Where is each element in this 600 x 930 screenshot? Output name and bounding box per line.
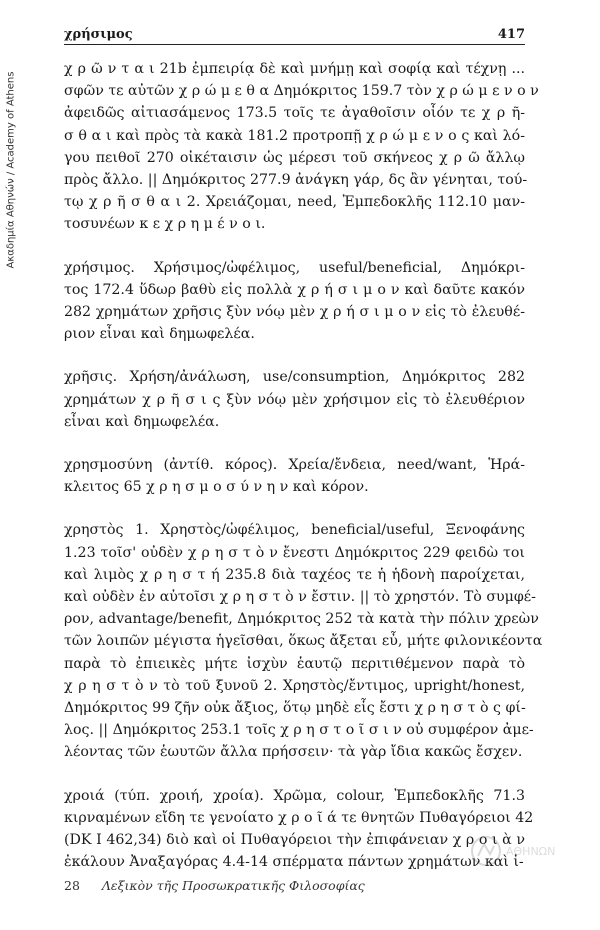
side-watermark-text: Ακαδημία Αθηνών / Academy of Athens (5, 71, 17, 269)
header-page-number: 417 (497, 27, 525, 42)
entry-line: Δημόκριτος 99 ζῆν οὐκ ἄξιος, ὅτῳ μηδὲ εἷς ἔστι χ ρ η σ τ ὸ ς φί- (64, 700, 526, 717)
entry-line: ἀφειδῶς αἰτιασάμενος 173.5 τοῖς τε ἀγαθοῖσιν οἷόν τε χ ρ ῆ- (64, 105, 525, 122)
entry-line: τῳ χ ρ ῆ σ θ α ι 2. Χρειάζομαι, need, Ἐμπεδοκλῆς 112.10 μαν- (64, 194, 525, 211)
entry-line: πρὸς ἄλλο. || Δημόκριτος 277.9 ἀνάγκη γάρ, δς ἂν γένηται, τού- (64, 172, 528, 189)
stamp-text: ΑΘΗΝΩΝ (506, 845, 556, 858)
entry-line: καὶ λιμὸς χ ρ η σ τ ή 235.8 διὰ ταχέος τε ἡ ἡδονὴ παροίχεται, (64, 566, 525, 583)
dictionary-entry (64, 519, 543, 763)
entry-line: λέοντας τῶν ἑωυτῶν ἄλλα πρήσσειν· τὰ γὰρ ἴδια κακῶς ἔσχεν. (64, 744, 523, 761)
footer-book-title: Λεξικὸν τῆς Προσωκρατικῆς Φιλοσοφίας (101, 878, 365, 893)
entry-line: λος. || Δημόκριτος 253.1 τοῖς χ ρ η σ τ ο ῖ σ ι ν οὐ συμφέρον ἀμε- (64, 722, 534, 739)
entry-line: τος 172.4 ὕδωρ βαθὺ εἰς πολλὰ χ ρ ή σ ι μ ο ν καὶ δαῦτε κακόν (64, 281, 525, 298)
entry-line: σ θ α ι καὶ πρὸς τὰ κακὰ 181.2 προτροπῇ χ ρ ώ μ ε ν ο ς καὶ λό- (64, 127, 525, 144)
dictionary-entry (64, 454, 525, 498)
entry-line: κιρναμένων εἴδη τε γενοίατο χ ρ ο ῖ ά τε θνητῶν Πυθαγόρειοι 42 (64, 809, 534, 826)
entry-line: κλειτος 65 χ ρ η σ μ ο σ ύ ν η ν καὶ κόρον. (64, 479, 369, 496)
header-headword: χρήσιμος (64, 27, 133, 42)
entry-line: γου πειθοῖ 270 οἰκέταισιν ὡς μέρεσι τοῦ σκήνεος χ ρ ῶ ἄλλῳ (64, 149, 525, 166)
entry-line: χ ρ η σ τ ὸ ν τὸ τοῦ ξυνοῦ 2. Χρηστὸς/ἔντιμος, upright/honest, (64, 677, 525, 694)
running-header (64, 18, 525, 45)
entry-line: χρῆσις. Χρήση/ἀνάλωση, use/consumption, Δημόκριτος 282 (64, 369, 525, 386)
entry-line: χρηστὸς 1. Χρηστὸς/ὠφέλιμος, beneficial/useful, Ξενοφάνης (64, 522, 525, 539)
entry-line: χροιά (τύπ. χροιή, χροία). Χρῶμα, colour, Ἐμπεδοκλῆς 71.3 (64, 787, 525, 804)
entry-line: χρημάτων χ ρ ῆ σ ι ς ξὺν νόῳ μὲν χρήσιμον εἰς τὸ ἐλευθέριον (64, 391, 525, 408)
entry-line: χρησμοσύνη (ἀντίθ. κόρος). Χρεία/ἔνδεια, need/want, Ἡρά- (64, 457, 525, 474)
entry-line: σφῶν τε αὐτῶν χ ρ ώ μ ε θ α Δημόκριτος 159.7 τὸν χ ρ ώ μ ε ν ο ν (64, 83, 539, 100)
entry-line: καὶ οὐδὲν ἐν αὐτοῖσι χ ρ η σ τ ὸ ν ἔστιν. || τὸ χρηστόν. Τὸ συμφέ- (64, 589, 536, 606)
entry-line: ριον εἶναι καὶ δημωφελέα. (64, 326, 255, 343)
entry-line: τοσυνέων κ ε χ ρ η μ έ ν ο ι. (64, 216, 266, 233)
entry-line: τῶν λοιπῶν μέγιστα ἡγεῖσθαι, ὅκως ἄξεται εὖ, μήτε φιλονικέοντα (64, 633, 543, 650)
dictionary-entry (64, 58, 539, 236)
library-stamp (470, 834, 560, 868)
side-watermark (2, 30, 20, 310)
entry-line: 282 χρημάτων χρῆσις ξὺν νόῳ μὲν χ ρ ή σ ι μ ο ν εἰς τὸ ἐλευθέ- (64, 304, 525, 321)
entry-line: (DK I 462,34) διὸ καὶ οἱ Πυθαγόρειοι τὴν ἐπιφάνειαν χ ρ ο ι ὰ ν (64, 832, 525, 849)
entry-line: χρήσιμος. Χρήσιμος/ὠφέλιμος, useful/beneficial, Δημόκρι- (64, 259, 525, 276)
entry-line: 1.23 τοῖσ' οὐδὲν χ ρ η σ τ ὸ ν ἔνεστι Δημόκριτος 229 φειδὼ τοι (64, 544, 525, 561)
page-footer (64, 878, 365, 893)
entry-line: ἐκάλουν Ἀναξαγόρας 4.4-14 σπέρματα πάντων χρημάτων καὶ ἰ- (64, 854, 524, 871)
dictionary-entry (64, 366, 525, 433)
entry-line: παρὰ τὸ ἐπιεικὲς μήτε ἰσχὺν ἑαυτῷ περιτιθέμενον παρὰ τὸ (64, 655, 525, 672)
dictionary-entry (64, 257, 525, 346)
footer-page-number: 28 (64, 878, 80, 893)
entry-line: εἶναι καὶ δημωφελέα. (64, 413, 220, 430)
entry-line: χ ρ ῶ ν τ α ι 21b ἐμπειρίᾳ δὲ καὶ μνήμῃ καὶ σοφίᾳ καὶ τέχνῃ ... (64, 61, 525, 77)
entry-line: ρον, advantage/benefit, Δημόκριτος 252 τὰ κατὰ τὴν πόλιν χρεὼν (64, 611, 539, 628)
